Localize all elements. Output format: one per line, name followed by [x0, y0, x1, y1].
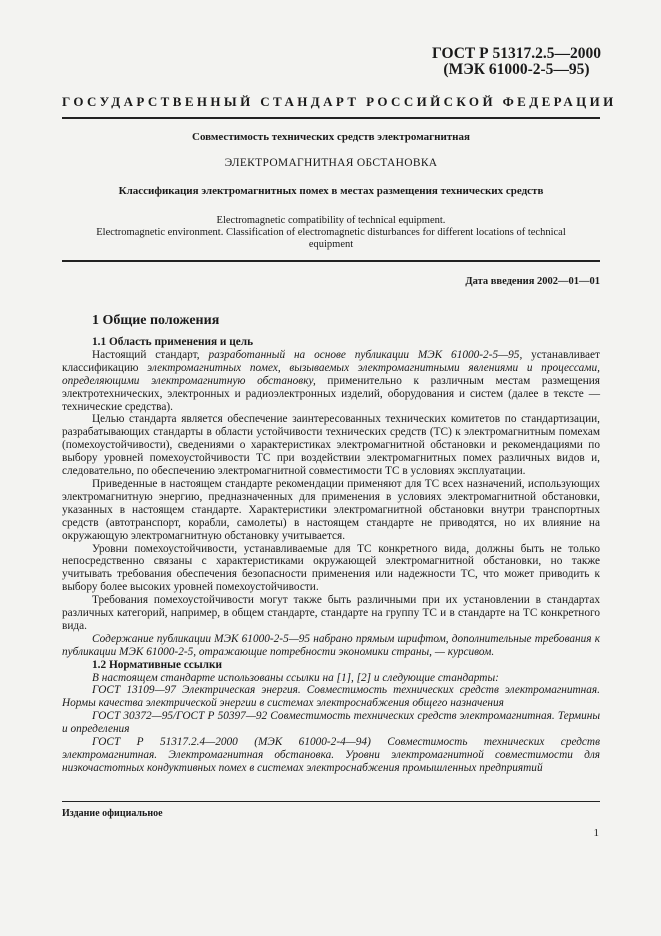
paragraph-scope: [62, 349, 600, 414]
italic-run: электромагнитных помех, вызываемых электромагнитными явлениями и процессами, определяющими электромагнитную обстановку,: [62, 361, 600, 387]
references-intro: В настоящем стандарте использованы ссылки на [1], [2] и следующие стандарты:: [92, 671, 499, 684]
section-heading: 1 Общие положения: [92, 313, 220, 328]
standard-designation: [432, 46, 601, 78]
reference-item: ГОСТ 30372—95/ГОСТ Р 50397—92 Совместимость технических средств электромагнитная. Термины и определения: [62, 710, 600, 736]
reference-item: ГОСТ 13109—97 Электрическая энергия. Совместимость технических средств электромагнитная. Нормы качества электрической энергии в системах электроснабжения общего назначения: [62, 684, 600, 710]
text-run: Настоящий стандарт,: [92, 348, 209, 361]
paragraph-typography-note: Содержание публикации МЭК 61000-2-5—95 набрано прямым шрифтом, дополнительные требования к публикации МЭК 61000-2-5, отражающие потребности экономики страны, — курсивом.: [62, 632, 600, 658]
official-edition-label: Издание официальное: [62, 808, 163, 819]
english-title-line-1: Electromagnetic compatibility of technical equipment.: [216, 215, 446, 226]
reference-item: ГОСТ Р 51317.2.4—2000 (МЭК 61000-2-4—94) Совместимость технических средств электромагнитная. Электромагнитная обстановка. Уровни электромагнитной совместимости для низкочастотных кондуктивных помех в системах электроснабжения промышленных предприятий: [62, 736, 600, 774]
title-rule: [62, 260, 600, 262]
subtitle-classification: Классификация электромагнитных помех в местах размещения технических средств: [118, 185, 544, 197]
introduction-date: Дата введения 2002—01—01: [465, 276, 600, 287]
italic-run: разработанный на основе публикации МЭК 61000-2-5—95,: [208, 348, 523, 361]
paragraph-purpose: Целью стандарта является обеспечение заинтересованных технических комитетов по стандартизации, разрабатывающих стандарты в области устойчивости технических средств (ТС) к электромагнитным помехам (помехоустойчивости), сведениями о характеристиках электромагнитной обстановки и рекомендациями по выбору уровней помехоустойчивости ТС при воздействии электромагнитных помех различных видов и, следовательно, по обеспечению электромагнитной совместимости ТС в условиях эксплуатации.: [62, 413, 600, 478]
text-run: устанавливает классификацию: [62, 348, 600, 374]
subtitle-compatibility: Совместимость технических средств электромагнитная: [192, 131, 470, 143]
paragraph-recommendations: Приведенные в настоящем стандарте рекомендации применяют для ТС всех назначений, использующих электромагнитную энергию, предназначенных для применения в условиях электромагнитной обстановки, указанных в настоящем стандарте. Характеристики электромагнитной обстановки внутри транспортных средств (автотранспорт, корабли, самолеты) в настоящем стандарте не приводятся, но их влияние на окружающую электромагнитную обстановку учитывается.: [62, 477, 600, 542]
iec-number: (МЭК 61000-2-5—95): [443, 61, 590, 78]
footer-rule: [62, 801, 600, 802]
header-rule: [62, 117, 600, 119]
body-text: [62, 336, 600, 775]
paragraph-immunity-levels: Уровни помехоустойчивости, устанавливаемые для ТС конкретного вида, должны быть не только непосредственно связаны с характеристиками окружающей электромагнитной обстановки, но также учитывать требования обеспечения безопасности применения или надежности ТС, что может приводить к выбору более высоких уровней помехоустойчивости.: [62, 542, 600, 594]
subsection-heading-scope: 1.1 Область применения и цель: [92, 336, 254, 348]
paragraph-requirements: Требования помехоустойчивости могут также быть различными при их установлении в стандартах различных категорий, например, в общем стандарте, стандарте на группу ТС и в стандарте на ТС конкретного вида.: [62, 594, 600, 632]
text-run: применительно к различным местам размещения электротехнических, электронных и радиоэлектронных изделий, оборудования и систем (далее в тексте — технические средства).: [62, 374, 601, 413]
subsection-heading-references: 1.2 Нормативные ссылки: [92, 658, 222, 671]
state-standard-banner: ГОСУДАРСТВЕННЫЙ СТАНДАРТ РОССИЙСКОЙ ФЕДЕРАЦИИ: [62, 94, 617, 109]
main-title: ЭЛЕКТРОМАГНИТНАЯ ОБСТАНОВКА: [224, 157, 438, 169]
page-number: 1: [593, 827, 599, 839]
english-title-line-2: Electromagnetic environment. Classification of electromagnetic disturbances for different locations of technical equipment: [96, 227, 566, 250]
gost-number: ГОСТ Р 51317.2.5—2000: [432, 45, 601, 62]
english-title: [62, 215, 600, 251]
